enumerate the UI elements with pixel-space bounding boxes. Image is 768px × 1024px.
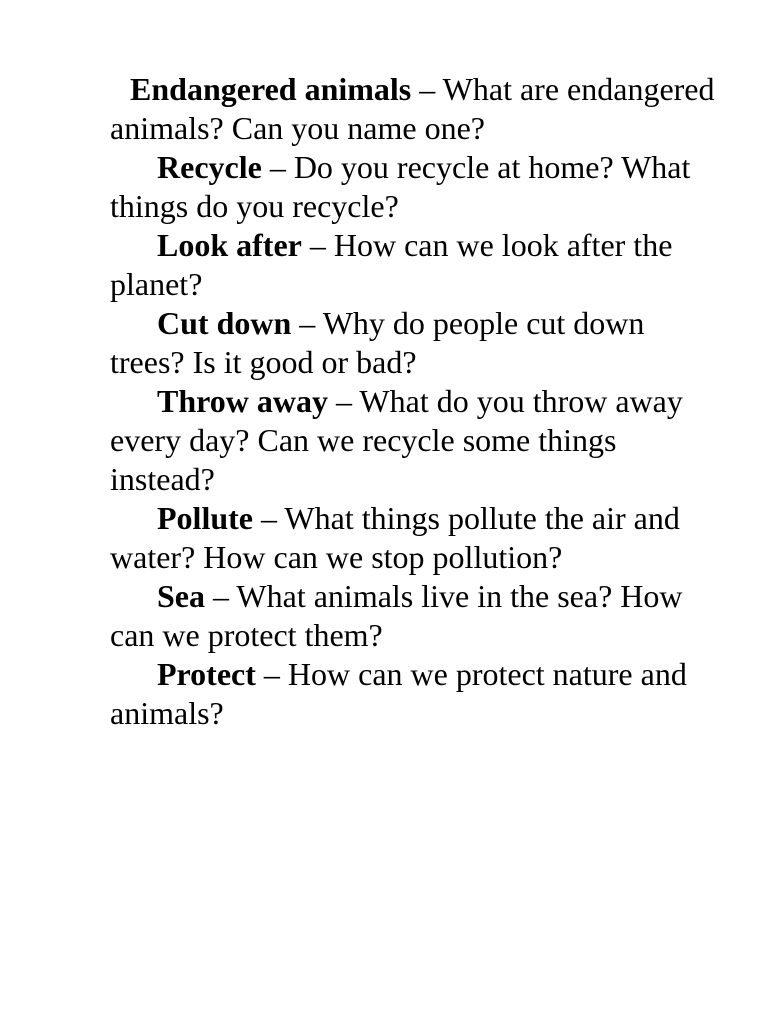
entry-separator: – xyxy=(255,656,288,692)
entry-term: Throw away xyxy=(157,383,328,419)
entry-question: Why do people cut down trees? Is it good or bad? xyxy=(110,305,645,380)
entry-term: Pollute xyxy=(157,500,253,536)
entry-question: What are endangered animals? Can you name one? xyxy=(110,71,715,146)
entry-separator: – xyxy=(205,578,237,614)
entry-term: Protect xyxy=(157,656,256,692)
entry-separator: – xyxy=(301,227,334,263)
entry-term: Sea xyxy=(157,578,205,614)
entry-question: How can we look after the planet? xyxy=(110,227,673,302)
entry-separator: – xyxy=(327,383,360,419)
entry-term: Look after xyxy=(157,227,302,263)
entry-term: Recycle xyxy=(157,149,262,185)
entry-look-after xyxy=(110,226,720,304)
entry-separator: – xyxy=(252,500,285,536)
entry-term: Endangered animals xyxy=(130,71,412,107)
entry-separator: – xyxy=(411,71,443,107)
entry-separator: – xyxy=(291,305,323,341)
entry-throw-away xyxy=(110,382,720,499)
entry-sea xyxy=(110,577,720,655)
entry-question: Do you recycle at home? What things do you recycle? xyxy=(110,149,691,224)
entry-cut-down xyxy=(110,304,720,382)
entry-protect xyxy=(110,655,720,733)
document-page xyxy=(110,70,720,733)
entry-question: How can we protect nature and animals? xyxy=(110,656,687,731)
entry-question: What animals live in the sea? How can we protect them? xyxy=(110,578,683,653)
entry-term: Cut down xyxy=(157,305,292,341)
entry-pollute xyxy=(110,499,720,577)
entry-endangered-animals xyxy=(110,70,720,148)
entry-question: What things pollute the air and water? How can we stop pollution? xyxy=(110,500,680,575)
entry-question: What do you throw away every day? Can we recycle some things instead? xyxy=(110,383,683,497)
entry-recycle xyxy=(110,148,720,226)
entry-separator: – xyxy=(261,149,294,185)
